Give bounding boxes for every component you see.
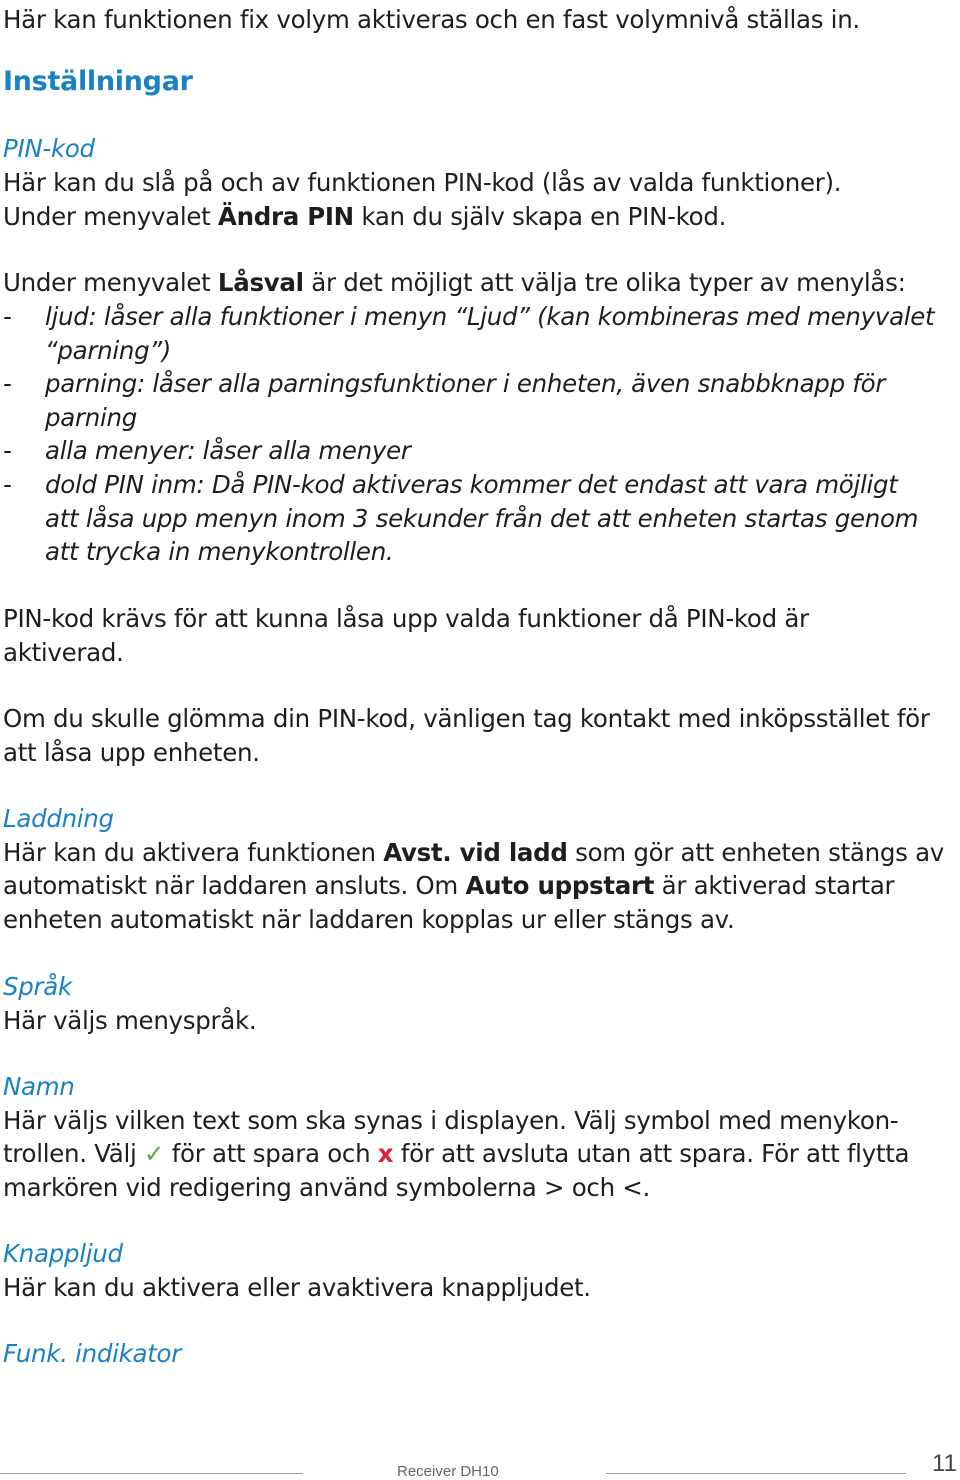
func-indicator-heading: Funk. indikator — [3, 1339, 181, 1368]
pin-required-l1: PIN-kod krävs för att kunna låsa upp valda funktioner då PIN-kod är — [3, 604, 809, 633]
auto-start-term: Auto uppstart — [465, 871, 655, 900]
list-item-text: ljud: låser alla funktioner i menyn “Ljud” (kan kombineras med menyvalet — [45, 302, 935, 331]
pin-forgot-l1: Om du skulle glömma din PIN-kod, vänligen tag kontakt med inköpsstället för — [3, 704, 930, 733]
charging-l1 — [3, 836, 944, 870]
pin-line2-a: Under menyvalet — [3, 202, 218, 231]
x-symbol: x — [377, 1139, 394, 1168]
intro-text: Här kan funktionen fix volym aktiveras och en fast volymnivå ställas in. — [3, 5, 860, 34]
checkmark-icon: ✓ — [144, 1139, 165, 1168]
keysound-l1: Här kan du aktivera eller avaktivera knappljudet. — [3, 1273, 591, 1302]
lock-option-term: Låsval — [217, 268, 304, 297]
list-item-text: “parning”) — [45, 336, 171, 365]
footer-title: Receiver DH10 — [397, 1463, 499, 1480]
name-l2-b: för att spara och — [164, 1139, 378, 1168]
keysound-heading: Knappljud — [3, 1239, 123, 1268]
footer-rule-left — [0, 1473, 303, 1474]
page-number: 11 — [932, 1450, 957, 1477]
dash: - — [3, 470, 12, 499]
list-item-text: alla menyer: låser alla menyer — [45, 436, 411, 465]
charging-l2-b: är aktiverad startar — [654, 871, 895, 900]
dash: - — [3, 436, 12, 465]
pin-forgot-l2: att låsa upp enheten. — [3, 738, 260, 767]
footer-rule-right — [606, 1473, 906, 1474]
name-l2-a: trollen. Välj — [3, 1139, 144, 1168]
language-l1: Här väljs menyspråk. — [3, 1006, 257, 1035]
name-heading: Namn — [3, 1072, 75, 1101]
lock-intro — [3, 266, 906, 300]
change-pin-term: Ändra PIN — [217, 202, 354, 231]
pin-line2-b: kan du själv skapa en PIN-kod. — [353, 202, 727, 231]
pin-line2 — [3, 200, 726, 234]
lock-intro-b: är det möjligt att välja tre olika typer av menylås: — [303, 268, 906, 297]
list-item-text: att trycka in menykontrollen. — [45, 537, 394, 566]
list-item-text: parning — [45, 403, 137, 432]
list-item-text: att låsa upp menyn inom 3 sekunder från det att enheten startas genom — [45, 504, 919, 533]
charging-l2-a: automatiskt när laddaren ansluts. Om — [3, 871, 466, 900]
pin-heading: PIN-kod — [3, 134, 95, 163]
name-l3: markören vid redigering använd symbolerna > och <. — [3, 1173, 651, 1202]
charging-l3: enheten automatiskt när laddaren kopplas ur eller stängs av. — [3, 905, 735, 934]
dash: - — [3, 369, 12, 398]
section-title: Inställningar — [3, 66, 193, 97]
auto-off-term: Avst. vid ladd — [383, 838, 568, 867]
pin-line1: Här kan du slå på och av funktionen PIN-kod (lås av valda funktioner). — [3, 168, 842, 197]
charging-l1-a: Här kan du aktivera funktionen — [3, 838, 384, 867]
lock-intro-a: Under menyvalet — [3, 268, 218, 297]
name-l2-c: för att avsluta utan att spara. För att flytta — [393, 1139, 910, 1168]
list-item-text: parning: låser alla parningsfunktioner i enheten, även snabbknapp för — [45, 369, 886, 398]
name-l2 — [3, 1137, 909, 1171]
pin-required-l2: aktiverad. — [3, 638, 124, 667]
list-item-text: dold PIN inm: Då PIN-kod aktiveras kommer det endast att vara möjligt — [45, 470, 898, 499]
language-heading: Språk — [3, 972, 72, 1001]
name-l1: Här väljs vilken text som ska synas i displayen. Välj symbol med menykon- — [3, 1106, 899, 1135]
charging-heading: Laddning — [3, 804, 114, 833]
charging-l1-b: som gör att enheten stängs av — [567, 838, 944, 867]
charging-l2 — [3, 869, 894, 903]
dash: - — [3, 302, 12, 331]
